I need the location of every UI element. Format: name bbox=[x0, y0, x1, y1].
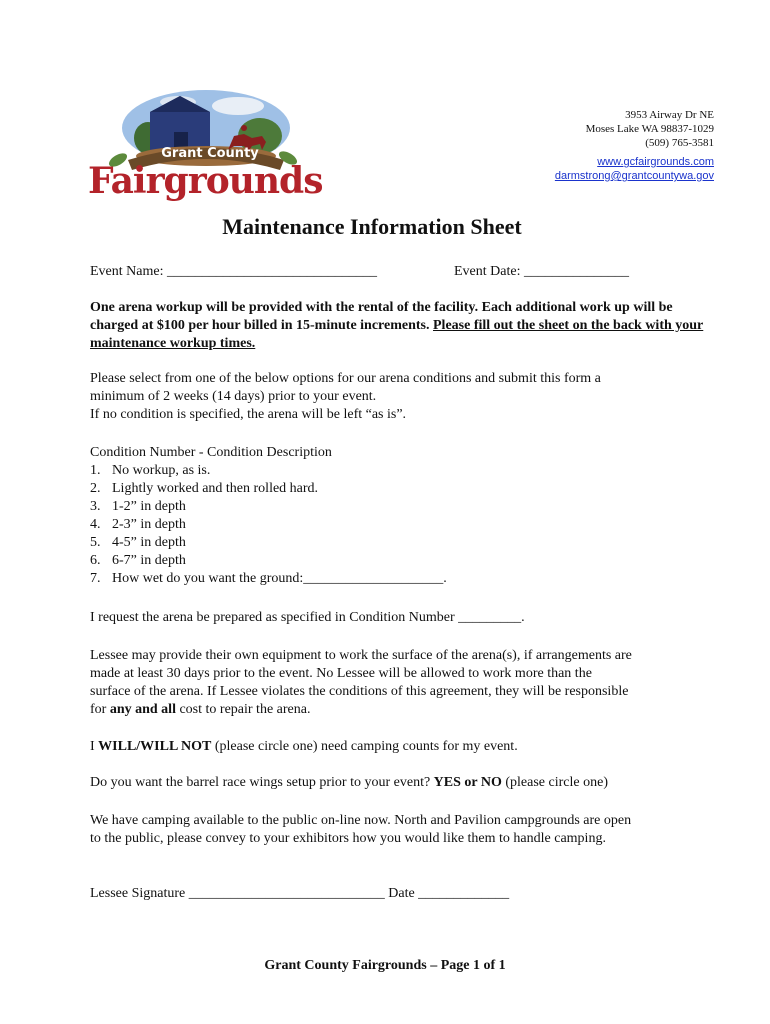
lessee-line4 bbox=[90, 701, 632, 719]
page-title: Maintenance Information Sheet bbox=[222, 214, 522, 239]
condition-text: 2-3” in depth bbox=[112, 517, 186, 532]
lessee-line4-pre: for bbox=[90, 702, 110, 717]
condition-text: 4-5” in depth bbox=[112, 535, 186, 550]
lessee-paragraph bbox=[90, 647, 632, 719]
barrel-race-line[interactable] bbox=[90, 774, 608, 792]
lessee-line3: surface of the arena. If Lessee violates the conditions of this agreement, they will be responsible bbox=[90, 684, 629, 699]
conditions-section bbox=[90, 444, 447, 588]
camping-counts-post: (please circle one) need camping counts for my event. bbox=[211, 739, 518, 754]
barrel-race-choice[interactable]: YES or NO bbox=[433, 775, 502, 790]
event-name-field[interactable]: Event Name: ______________________________ bbox=[90, 264, 377, 279]
logo-line1: Grant County bbox=[161, 146, 259, 161]
camping-public-line2: to the public, please convey to your exhibitors how you would like them to handle camping. bbox=[90, 831, 606, 846]
condition-text: No workup, as is. bbox=[112, 463, 211, 478]
barrel-race-pre: Do you want the barrel race wings setup prior to your event? bbox=[90, 775, 434, 790]
camping-public-paragraph bbox=[90, 812, 631, 848]
email-link[interactable]: darmstrong@grantcountywa.gov bbox=[554, 170, 714, 182]
notice-part2: Please fill out the sheet on the back with your maintenance workup times. bbox=[90, 318, 704, 351]
fairgrounds-logo bbox=[88, 88, 323, 213]
condition-item bbox=[90, 480, 447, 498]
condition-item[interactable] bbox=[90, 570, 447, 588]
signature-line[interactable]: Lessee Signature ____________________________ Date _____________ bbox=[90, 886, 510, 901]
condition-number: 2. bbox=[90, 481, 101, 496]
condition-number: 1. bbox=[90, 463, 101, 478]
website-link[interactable]: www.gcfairgrounds.com bbox=[597, 156, 714, 168]
instructions bbox=[90, 370, 601, 424]
instructions-line1: Please select from one of the below options for our arena conditions and submit this form a bbox=[90, 371, 601, 386]
condition-number: 7. bbox=[90, 571, 101, 586]
condition-text: How wet do you want the ground:____________________. bbox=[112, 571, 447, 586]
address-city: Moses Lake WA 98837-1029 bbox=[585, 123, 714, 135]
conditions-header: Condition Number - Condition Description bbox=[90, 445, 332, 460]
condition-item bbox=[90, 462, 447, 480]
notice-part1: One arena workup will be provided with the rental of the facility. Each additional work up will be charged at $100 per hour billed in 15-minute increments. bbox=[90, 300, 673, 333]
contact-block bbox=[555, 155, 714, 183]
camping-public-line1: We have camping available to the public on-line now. North and Pavilion campgrounds are open bbox=[90, 813, 632, 828]
page-footer: Grant County Fairgrounds – Page 1 of 1 bbox=[264, 958, 506, 973]
condition-number: 3. bbox=[90, 499, 101, 514]
condition-text: 6-7” in depth bbox=[112, 553, 186, 568]
conditions-list bbox=[90, 462, 447, 588]
lessee-line4-bold: any and all bbox=[109, 702, 176, 717]
condition-number: 5. bbox=[90, 535, 101, 550]
logo-line2: Fairgrounds bbox=[88, 160, 323, 202]
notice-paragraph bbox=[90, 299, 710, 353]
condition-item bbox=[90, 552, 447, 570]
condition-number: 6. bbox=[90, 553, 101, 568]
instructions-line3: If no condition is specified, the arena will be left “as is”. bbox=[90, 407, 407, 422]
lessee-line1: Lessee may provide their own equipment to work the surface of the arena(s), if arrangements are bbox=[90, 648, 632, 663]
address-street: 3953 Airway Dr NE bbox=[625, 109, 714, 121]
address-phone: (509) 765-3581 bbox=[645, 137, 714, 149]
event-date-field[interactable]: Event Date: _______________ bbox=[454, 264, 629, 279]
condition-text: 1-2” in depth bbox=[112, 499, 186, 514]
camping-counts-line[interactable] bbox=[90, 738, 518, 756]
camping-counts-pre: I bbox=[90, 739, 99, 754]
lessee-line2: made at least 30 days prior to the event. No Lessee will be allowed to work more than the bbox=[90, 666, 592, 681]
condition-item bbox=[90, 516, 447, 534]
condition-text: Lightly worked and then rolled hard. bbox=[112, 481, 319, 496]
instructions-line2: minimum of 2 weeks (14 days) prior to your event. bbox=[90, 389, 377, 404]
camping-counts-choice[interactable]: WILL/WILL NOT bbox=[98, 739, 212, 754]
lessee-line4-post: cost to repair the arena. bbox=[175, 702, 311, 717]
address-block bbox=[586, 108, 714, 150]
condition-item bbox=[90, 534, 447, 552]
request-line[interactable]: I request the arena be prepared as specified in Condition Number _________. bbox=[90, 610, 525, 625]
condition-item bbox=[90, 498, 447, 516]
condition-number: 4. bbox=[90, 517, 101, 532]
barrel-race-post: (please circle one) bbox=[501, 775, 608, 790]
